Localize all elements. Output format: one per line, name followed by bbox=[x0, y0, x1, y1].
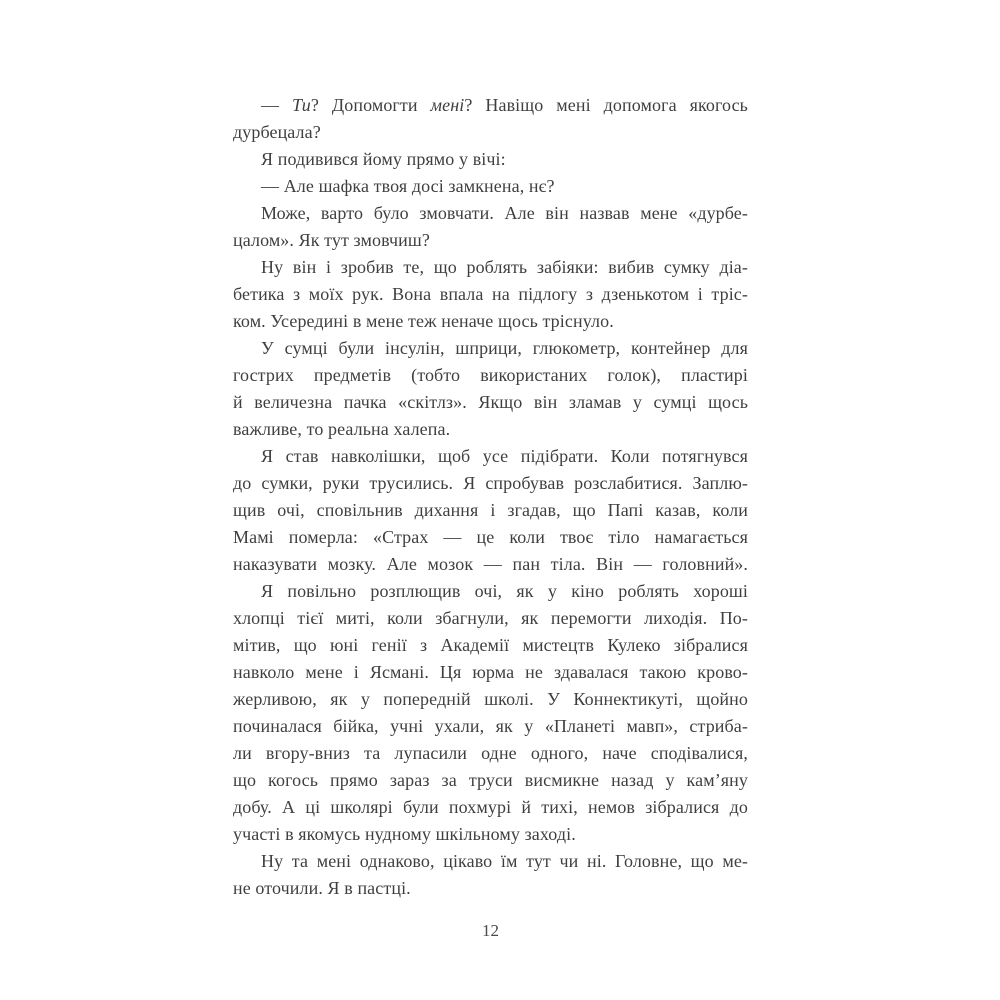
text-segment: мітив, що юні генії з Академії мистецтв Кулеко зібралися bbox=[233, 635, 748, 655]
text-segment: дурбецала? bbox=[233, 122, 321, 142]
text-line bbox=[233, 578, 748, 605]
text-segment: Я став навколішки, щоб усе підібрати. Коли потягнувся bbox=[261, 446, 748, 466]
text-segment: Я подивився йому прямо у вічі: bbox=[261, 149, 506, 169]
text-segment: важливе, то реальна халепа. bbox=[233, 419, 451, 439]
text-segment: цалом». Як тут змовчиш? bbox=[233, 230, 430, 250]
text-segment: добу. А ці школярі були похмурі й тихі, немов зібралися до bbox=[233, 797, 748, 817]
text-line bbox=[233, 200, 748, 227]
text-line bbox=[233, 821, 748, 848]
text-line bbox=[233, 389, 748, 416]
text-segment: ? Навіщо мені допомога якогось bbox=[464, 95, 748, 115]
text-segment: бетика з моїх рук. Вона впала на підлогу з дзенькотом і тріс- bbox=[233, 284, 748, 304]
text-line bbox=[233, 551, 748, 578]
text-segment: що когось прямо зараз за труси висмикне назад у кам’яну bbox=[233, 770, 748, 790]
text-segment: У сумці були інсулін, шприци, глюкометр, контейнер для bbox=[261, 338, 748, 358]
text-line bbox=[233, 632, 748, 659]
text-segment: до сумки, руки трусились. Я спробував розслабитися. Заплю- bbox=[233, 473, 748, 493]
italic-text-segment: мені bbox=[430, 95, 465, 115]
text-line bbox=[233, 443, 748, 470]
text-line bbox=[233, 875, 748, 902]
text-segment: участі в якомусь нудному шкільному заході. bbox=[233, 824, 576, 844]
text-segment: Може, варто було змовчати. Але він назвав мене «дурбе- bbox=[261, 203, 748, 223]
text-segment: — bbox=[261, 95, 293, 115]
text-segment: жерливою, як у попередній школі. У Коннектикуті, щойно bbox=[233, 689, 748, 709]
text-line bbox=[233, 470, 748, 497]
text-line bbox=[233, 497, 748, 524]
text-line bbox=[233, 281, 748, 308]
text-line bbox=[233, 416, 748, 443]
paragraph bbox=[233, 848, 748, 902]
text-segment: навколо мене і Ясмані. Ця юрма не здавалася такою крово- bbox=[233, 662, 748, 682]
text-line bbox=[233, 335, 748, 362]
text-line bbox=[233, 227, 748, 254]
text-segment: Ну та мені однаково, цікаво їм тут чи ні. Головне, що ме- bbox=[261, 851, 748, 871]
text-segment: Я повільно розплющив очі, як у кіно роблять хороші bbox=[261, 581, 748, 601]
paragraph bbox=[233, 92, 748, 146]
text-line bbox=[233, 92, 748, 119]
text-segment: не оточили. Я в пастці. bbox=[233, 878, 411, 898]
paragraph bbox=[233, 335, 748, 443]
text-line bbox=[233, 173, 748, 200]
paragraph bbox=[233, 578, 748, 848]
text-segment: гострих предметів (тобто використаних голок), пластирі bbox=[233, 365, 748, 385]
text-segment: ? Допомогти bbox=[310, 95, 431, 115]
text-line bbox=[233, 119, 748, 146]
text-segment: ли вгору-вниз та лупасили одне одного, наче сподівалися, bbox=[233, 743, 748, 763]
text-segment: починалася бійка, учні ухали, як у «Планеті мавп», стриба- bbox=[233, 716, 748, 736]
italic-text-segment: Ти bbox=[292, 95, 311, 115]
text-line bbox=[233, 308, 748, 335]
text-line bbox=[233, 605, 748, 632]
text-segment: — Але шафка твоя досі замкнена, нє? bbox=[261, 176, 555, 196]
text-line bbox=[233, 362, 748, 389]
text-line bbox=[233, 767, 748, 794]
text-segment: Мамі померла: «Страх — це коли твоє тіло намагається bbox=[233, 527, 748, 547]
text-line bbox=[233, 524, 748, 551]
text-line bbox=[233, 686, 748, 713]
paragraph bbox=[233, 200, 748, 254]
text-segment: щив очі, сповільнив дихання і згадав, що Папі казав, коли bbox=[233, 500, 748, 520]
text-line bbox=[233, 146, 748, 173]
text-line bbox=[233, 794, 748, 821]
text-segment: хлопці тієї миті, коли збагнули, як перемогти лиходія. По- bbox=[233, 608, 748, 628]
text-line bbox=[233, 713, 748, 740]
text-segment: Ну він і зробив те, що роблять забіяки: вибив сумку діа- bbox=[261, 257, 748, 277]
page-number: 12 bbox=[482, 921, 499, 940]
text-segment: ком. Усередині в мене теж неначе щось тріснуло. bbox=[233, 311, 614, 331]
text-line bbox=[233, 848, 748, 875]
paragraph bbox=[233, 173, 748, 200]
text-segment: наказувати мозку. Але мозок — пан тіла. Він — головний». bbox=[233, 554, 748, 574]
text-line bbox=[233, 659, 748, 686]
paragraph bbox=[233, 443, 748, 578]
paragraph bbox=[233, 146, 748, 173]
text-line bbox=[233, 740, 748, 767]
paragraph bbox=[233, 254, 748, 335]
text-line bbox=[233, 254, 748, 281]
page-text-block bbox=[233, 92, 748, 902]
text-segment: й величезна пачка «скітлз». Якщо він зламав у сумці щось bbox=[233, 392, 748, 412]
